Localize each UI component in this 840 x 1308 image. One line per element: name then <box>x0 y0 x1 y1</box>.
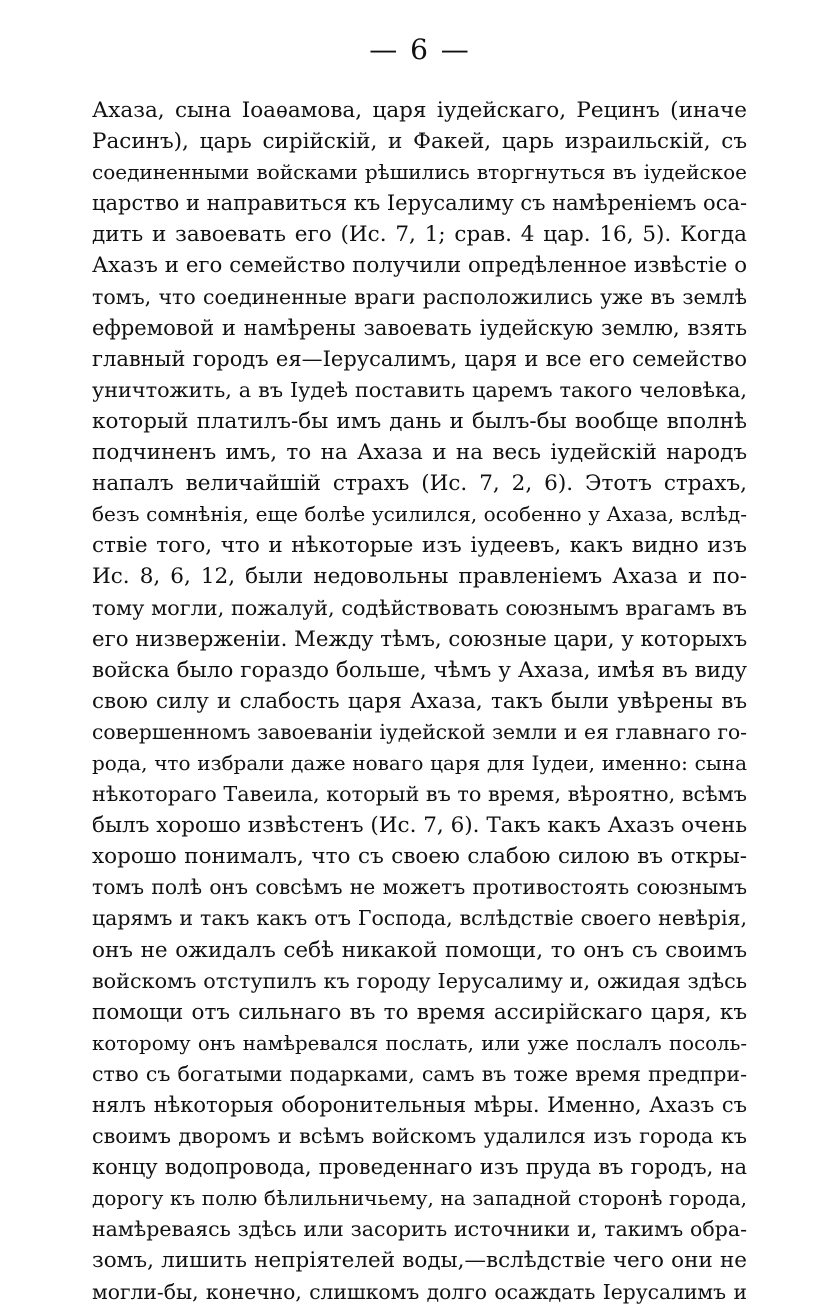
body-text <box>92 95 747 1308</box>
text-line: которому онъ намѣревался послать, или уже послалъ посоль- <box>92 1031 747 1055</box>
text-line: ствіе того, что и нѣкоторые изъ іудеевъ, какъ видно изъ <box>92 533 747 559</box>
text-line: Ахаза, сына Іоаѳамова, царя іудейскаго, Рецинъ (иначе <box>92 98 747 123</box>
text-line: свою силу и слабость царя Ахаза, такъ были увѣрены въ <box>92 688 747 714</box>
text-line: подчиненъ имъ, то на Ахаза и на весь іудейскій народъ <box>92 440 747 466</box>
text-line: нѣкотораго Тавеила, который въ то время, вѣроятно, всѣмъ <box>92 782 747 807</box>
text-line: нялъ нѣкоторыя оборонительныя мѣры. Именно, Ахазъ съ <box>92 1093 747 1117</box>
text-line: войскомъ отступилъ къ городу Іерусалиму и, ожидая здѣсь <box>92 968 747 993</box>
text-line: намѣреваясь здѣсь или засорить источники и, такимъ обра- <box>92 1217 747 1242</box>
text-line: Ахазъ и его семейство получили опредѣленное извѣстіе о <box>92 253 747 279</box>
text-line: который платилъ-бы имъ дань и былъ-бы вообще вполнѣ <box>92 408 747 434</box>
text-line: его низверженіи. Между тѣмъ, союзные цари, у которыхъ <box>92 626 748 652</box>
text-line: безъ сомнѣнія, еще болѣе усилился, особенно у Ахаза, вслѣд- <box>92 502 747 527</box>
text-line: дорогу къ полю бѣлильничьему, на западной сторонѣ города, <box>92 1186 747 1211</box>
text-line: совершенномъ завоеваніи іудейской земли и ея главнаго го- <box>92 719 747 744</box>
text-line: своимъ дворомъ и всѣмъ войскомъ удалился изъ города къ <box>92 1124 747 1149</box>
text-line: былъ хорошо извѣстенъ (Ис. 7, 6). Такъ какъ Ахазъ очень <box>92 813 748 839</box>
text-line: соединенными войсками рѣшились вторгнуться въ іудейское <box>92 160 747 185</box>
text-line: дить и завоевать его (Ис. 7, 1; срав. 4 цар. 16, 5). Когда <box>92 222 747 248</box>
text-line: томъ полѣ онъ совсѣмъ не можетъ противостоять союзнымъ <box>92 875 747 900</box>
text-line: напалъ величайшій страхъ (Ис. 7, 2, 6). Этотъ страхъ, <box>92 471 747 497</box>
text-line: томъ, что соединенные враги расположились уже въ землѣ <box>92 284 747 309</box>
text-line: онъ не ожидалъ себѣ никакой помощи, то онъ съ своимъ <box>92 937 747 963</box>
text-line: концу водопровода, проведеннаго изъ пруда въ городъ, на <box>92 1155 747 1180</box>
page-number: — 6 — <box>369 33 471 66</box>
text-line: хорошо понималъ, что съ своею слабою силою въ откры- <box>92 844 747 870</box>
text-line: ство съ богатыми подарками, самъ въ тоже время предпри- <box>92 1061 747 1086</box>
text-line: тому могли, пожалуй, содѣйствовать союзнымъ врагамъ въ <box>92 595 747 620</box>
text-line: уничтожить, а въ Іудеѣ поставить царемъ такого человѣка, <box>92 377 747 402</box>
text-line: войска было гораздо больше, чѣмъ у Ахаза, имѣя въ виду <box>92 657 747 683</box>
text-line: Расинъ), царь сирійскій, и Факей, царь израильскій, съ <box>92 129 747 155</box>
text-line: царямъ и такъ какъ отъ Господа, вслѣдствіе своего невѣрія, <box>92 906 747 931</box>
text-line: зомъ, лишить непріятелей воды,—вслѣдствіе чего они не <box>92 1248 747 1274</box>
text-line: царство и направиться къ Іерусалиму съ намѣреніемъ оса- <box>92 191 748 216</box>
text-line: главный городъ ея—Іерусалимъ, царя и все его семейство <box>92 346 747 371</box>
text-line: ефремовой и намѣрены завоевать іудейскую землю, взять <box>92 315 747 340</box>
text-line: помощи отъ сильнаго въ то время ассирійскаго царя, къ <box>92 999 747 1025</box>
text-line: могли-бы, конечно, слишкомъ долго осаждать Іерусалимъ и <box>92 1279 747 1304</box>
text-line: Ис. 8, 6, 12, были недовольны правленіемъ Ахаза и по- <box>92 564 747 590</box>
text-line: рода, что избрали даже новаго царя для Іудеи, именно: сына <box>92 750 747 775</box>
